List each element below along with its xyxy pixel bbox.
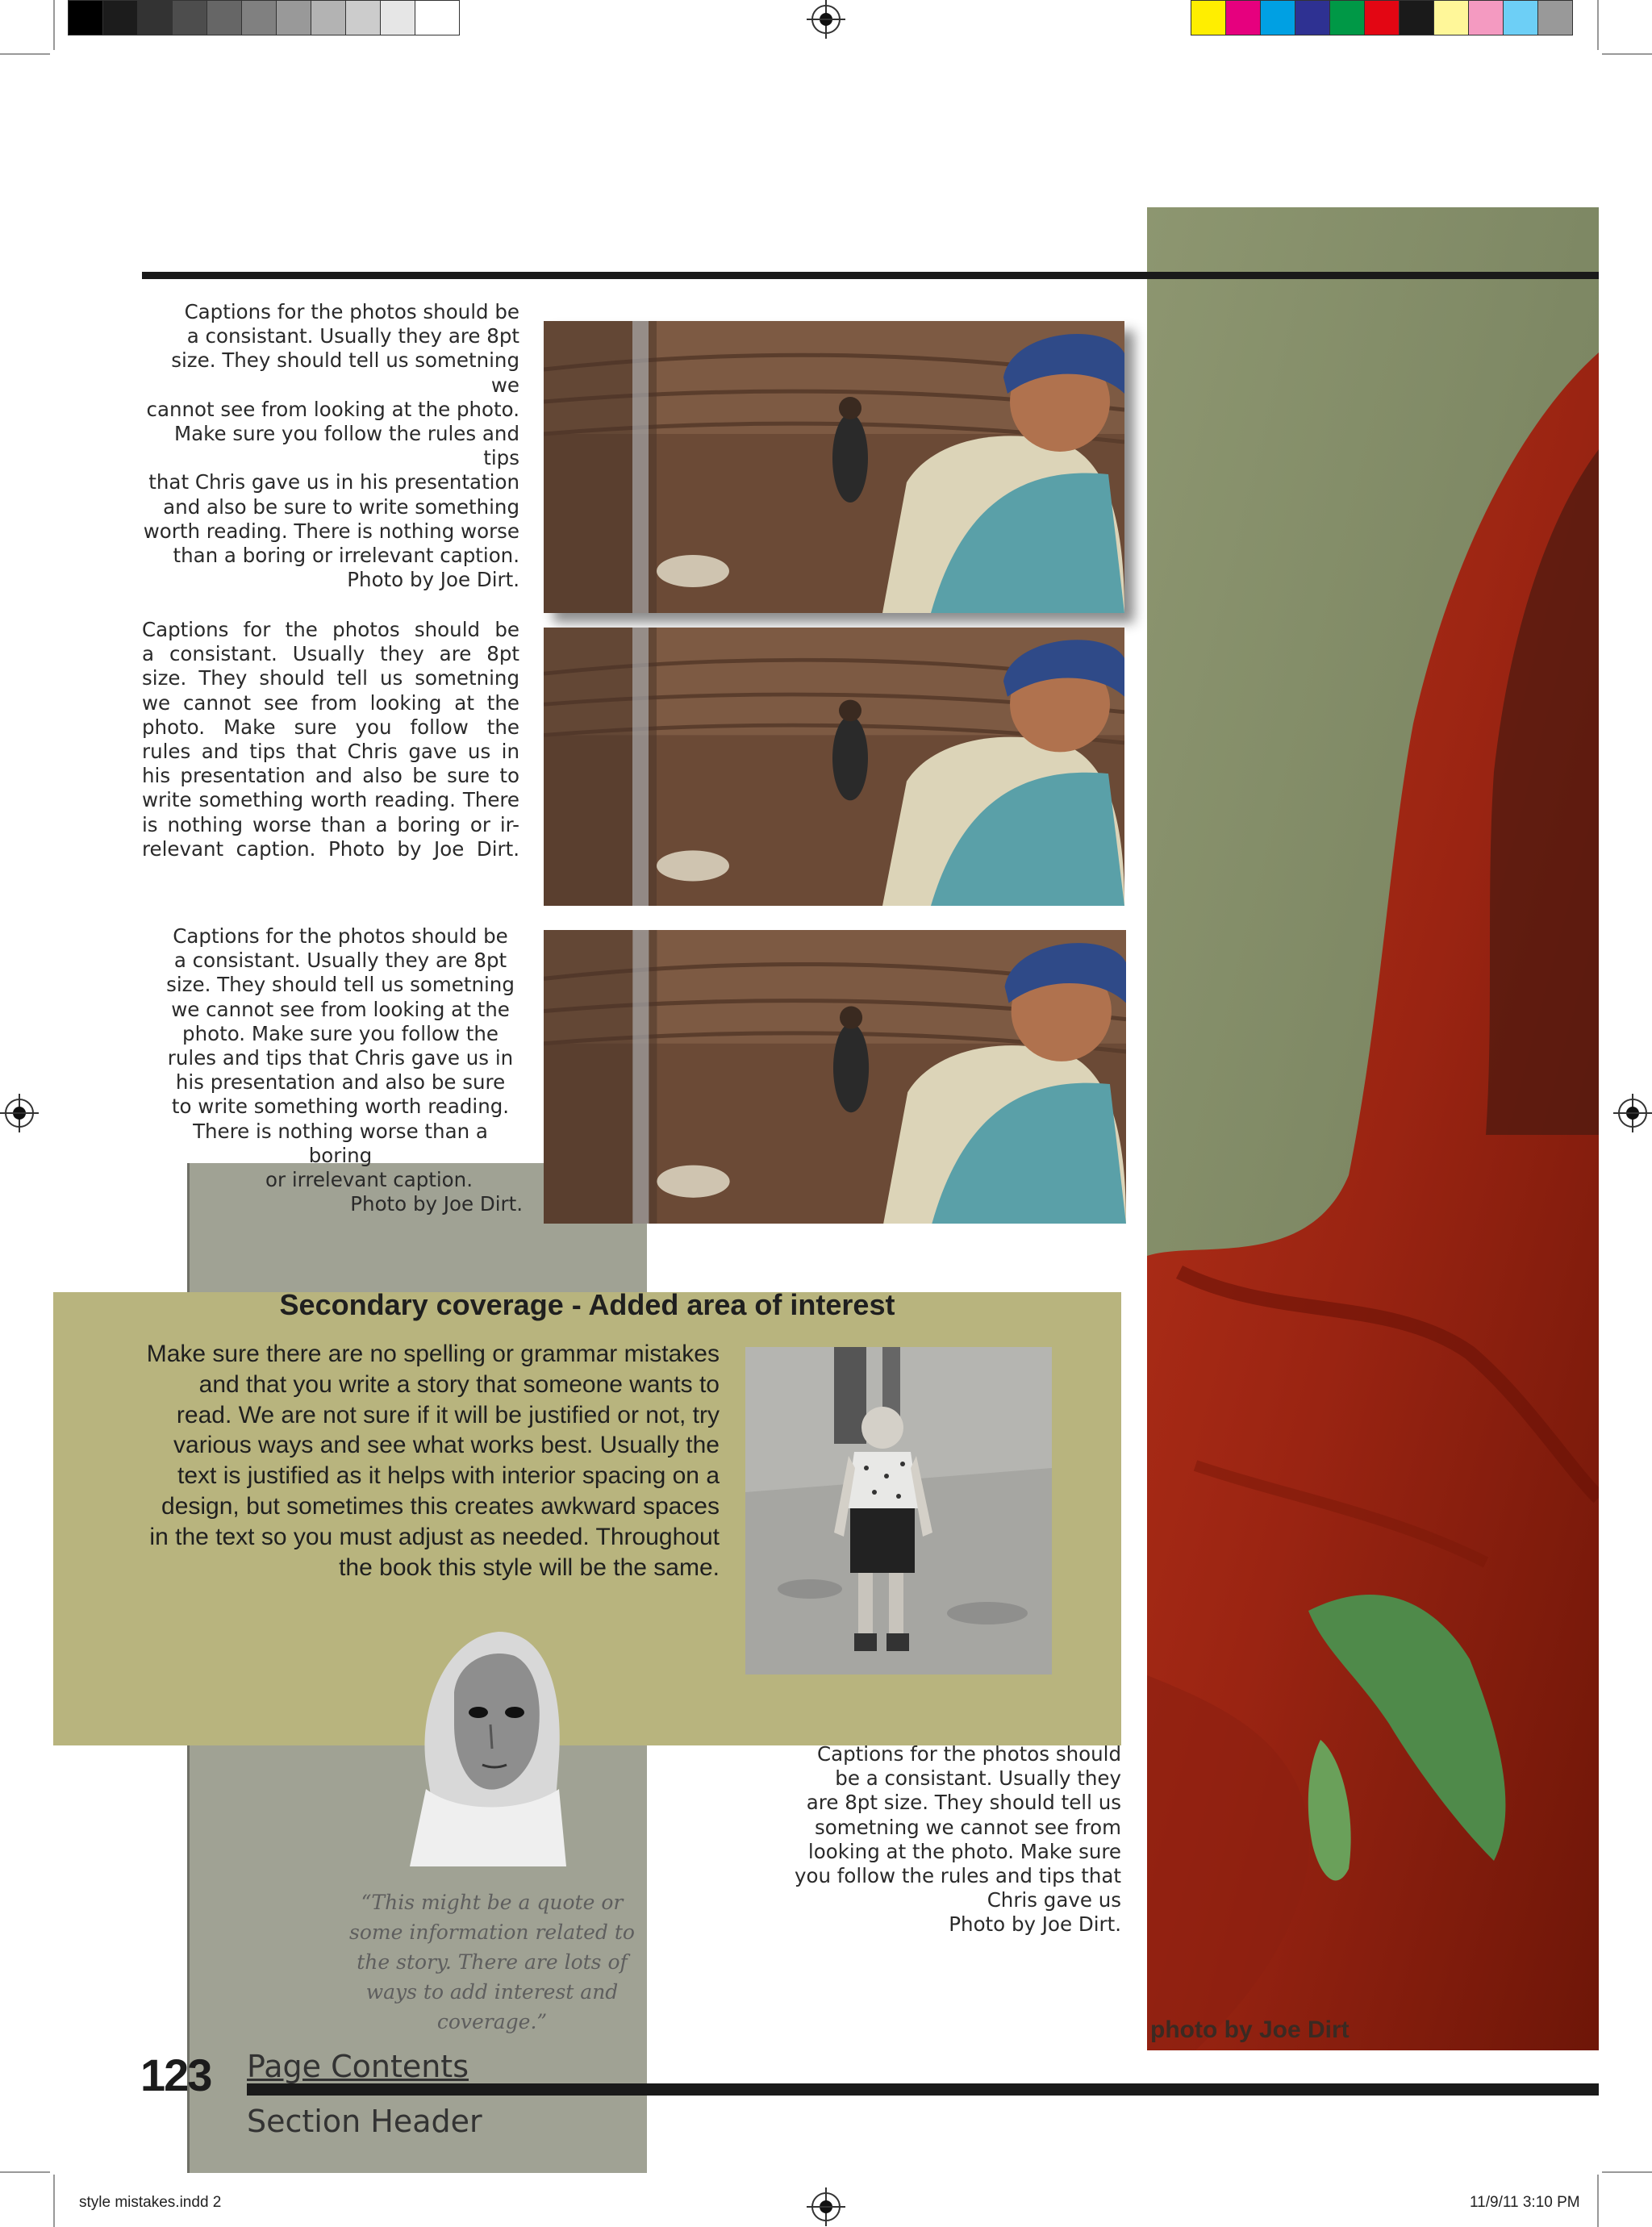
swatch bbox=[68, 0, 104, 35]
crop-mark-icon bbox=[1597, 0, 1599, 50]
caption-line: we cannot see from looking at the bbox=[171, 997, 510, 1021]
caption-line: Chris gave us bbox=[987, 1888, 1121, 1912]
swatch bbox=[1329, 0, 1366, 35]
swatch bbox=[1364, 0, 1400, 35]
caption-line: be a consistant. Usually they bbox=[835, 1766, 1121, 1791]
caption-line: is nothing worse than a boring or ir- bbox=[142, 812, 519, 836]
caption-line: than a boring or irrelevant caption. bbox=[173, 544, 519, 568]
caption-line: Photo by Joe Dirt. bbox=[347, 568, 519, 592]
caption-line: size. They should tell us sometning bbox=[166, 973, 515, 997]
swatch bbox=[311, 0, 347, 35]
caption-line: looking at the photo. Make sure bbox=[807, 1839, 1121, 1863]
caption-line: relevant caption. Photo by Joe Dirt. bbox=[142, 836, 519, 861]
caption-line: cannot see from looking at the photo. bbox=[146, 397, 519, 421]
caption-line: a consistant. Usually they are 8pt bbox=[186, 324, 519, 348]
caption-line: write something worth reading. There bbox=[142, 788, 519, 812]
top-rule bbox=[142, 272, 1599, 279]
swatch bbox=[1433, 0, 1470, 35]
photo-2 bbox=[544, 628, 1124, 906]
swatch bbox=[206, 0, 243, 35]
swatch bbox=[137, 0, 173, 35]
swatch bbox=[276, 0, 312, 35]
swatch bbox=[1225, 0, 1262, 35]
swatch bbox=[345, 0, 382, 35]
registration-mark-icon bbox=[1618, 1099, 1647, 1128]
caption-2 bbox=[142, 618, 519, 861]
caption-line: a consistant. Usually they are 8pt bbox=[142, 642, 519, 666]
registration-mark-icon bbox=[811, 2192, 841, 2221]
child-portrait-photo bbox=[745, 1347, 1052, 1674]
caption-line: size. They should tell us sometning bbox=[142, 666, 519, 690]
swatch bbox=[1537, 0, 1573, 35]
caption-line: size. They should tell us sometning we bbox=[171, 348, 519, 397]
caption-line: rules and tips that Chris gave us in bbox=[142, 740, 519, 764]
crop-mark-icon bbox=[1602, 53, 1652, 55]
caption-line: Photo by Joe Dirt. bbox=[350, 1192, 523, 1216]
caption-line: photo. Make sure you follow the bbox=[182, 1021, 499, 1045]
caption-line: Captions for the photos should be bbox=[142, 618, 519, 641]
crop-mark-icon bbox=[0, 2171, 50, 2173]
footer-rule bbox=[247, 2083, 1599, 2096]
caption-line: Captions for the photos should be bbox=[173, 924, 508, 948]
caption-line: we cannot see from looking at the bbox=[142, 690, 519, 715]
caption-line: a consistant. Usually they are 8pt bbox=[173, 949, 507, 973]
large-portrait-photo bbox=[1147, 207, 1599, 2050]
section-header-label: Section Header bbox=[247, 2104, 482, 2139]
large-photo-credit: photo by Joe Dirt bbox=[1150, 2016, 1350, 2043]
caption-line: and also be sure to write something bbox=[163, 494, 519, 519]
registration-mark-icon bbox=[811, 5, 841, 34]
crop-mark-icon bbox=[53, 2175, 55, 2227]
secondary-coverage-body: Make sure there are no spelling or grammar mistakes and that you write a story that someone wants to read. We are not sure if it will be justified or not, try various ways and see what works best. Usually the text is justified as it helps with interior spacing on a design, but sometimes this creates awkward spaces in the text so you must adjust as needed. Throughout the book this style will be the same. bbox=[146, 1341, 720, 1581]
caption-line: Captions for the photos should bbox=[816, 1742, 1121, 1766]
swatch bbox=[102, 0, 139, 35]
page-contents-label: Page Contents bbox=[247, 2049, 469, 2084]
caption-line: Photo by Joe Dirt. bbox=[949, 1912, 1121, 1937]
swatch bbox=[1191, 0, 1227, 35]
swatch bbox=[1503, 0, 1539, 35]
caption-line: are 8pt size. They should tell us bbox=[806, 1791, 1121, 1815]
photo-3 bbox=[544, 930, 1126, 1224]
caption-1 bbox=[137, 300, 519, 592]
caption-line: sometning we cannot see from bbox=[814, 1815, 1121, 1839]
swatch bbox=[241, 0, 277, 35]
caption-line: Make sure you follow the rules and tips bbox=[174, 422, 519, 470]
photo-1 bbox=[544, 321, 1124, 613]
caption-line: rules and tips that Chris gave us in bbox=[167, 1046, 514, 1070]
slug-filename: style mistakes.indd 2 bbox=[79, 2194, 222, 2211]
caption-line: that Chris gave us in his presentation bbox=[148, 470, 519, 494]
crop-mark-icon bbox=[1597, 2175, 1599, 2227]
secondary-coverage-title: Secondary coverage - Added area of interest bbox=[279, 1288, 895, 1321]
caption-line: you follow the rules and tips that bbox=[794, 1864, 1121, 1888]
crop-mark-icon bbox=[53, 0, 55, 50]
caption-line: photo. Make sure you follow the bbox=[142, 715, 519, 739]
crop-mark-icon bbox=[1602, 2171, 1652, 2173]
swatch bbox=[1260, 0, 1296, 35]
caption-3 bbox=[158, 924, 523, 1216]
caption-line: or irrelevant caption. bbox=[265, 1168, 473, 1192]
caption-line: worth reading. There is nothing worse bbox=[143, 519, 519, 543]
caption-line: to write something worth reading. bbox=[171, 1095, 510, 1119]
caption-line: his presentation and also be sure to bbox=[142, 764, 519, 788]
swatch bbox=[1399, 0, 1435, 35]
caption-line: his presentation and also be sure bbox=[175, 1070, 506, 1095]
crop-mark-icon bbox=[0, 53, 50, 55]
swatch bbox=[1295, 0, 1331, 35]
swatch bbox=[415, 0, 460, 35]
page-number: 123 bbox=[140, 2050, 211, 2100]
swatch bbox=[1468, 0, 1504, 35]
caption-4 bbox=[774, 1742, 1121, 1937]
swatch bbox=[172, 0, 208, 35]
registration-mark-icon bbox=[5, 1099, 34, 1128]
pull-quote: “This might be a quote or some information related to the story. There are lots of ways to add interest and coverage.” bbox=[349, 1891, 635, 2033]
caption-line: There is nothing worse than a boring bbox=[193, 1119, 488, 1167]
swatch bbox=[380, 0, 416, 35]
inverted-portrait-photo bbox=[410, 1628, 566, 1866]
caption-line: Captions for the photos should be bbox=[184, 300, 519, 323]
large-portrait-photo-art bbox=[1147, 207, 1599, 2050]
slug-datetime: 11/9/11 3:10 PM bbox=[1470, 2194, 1580, 2211]
